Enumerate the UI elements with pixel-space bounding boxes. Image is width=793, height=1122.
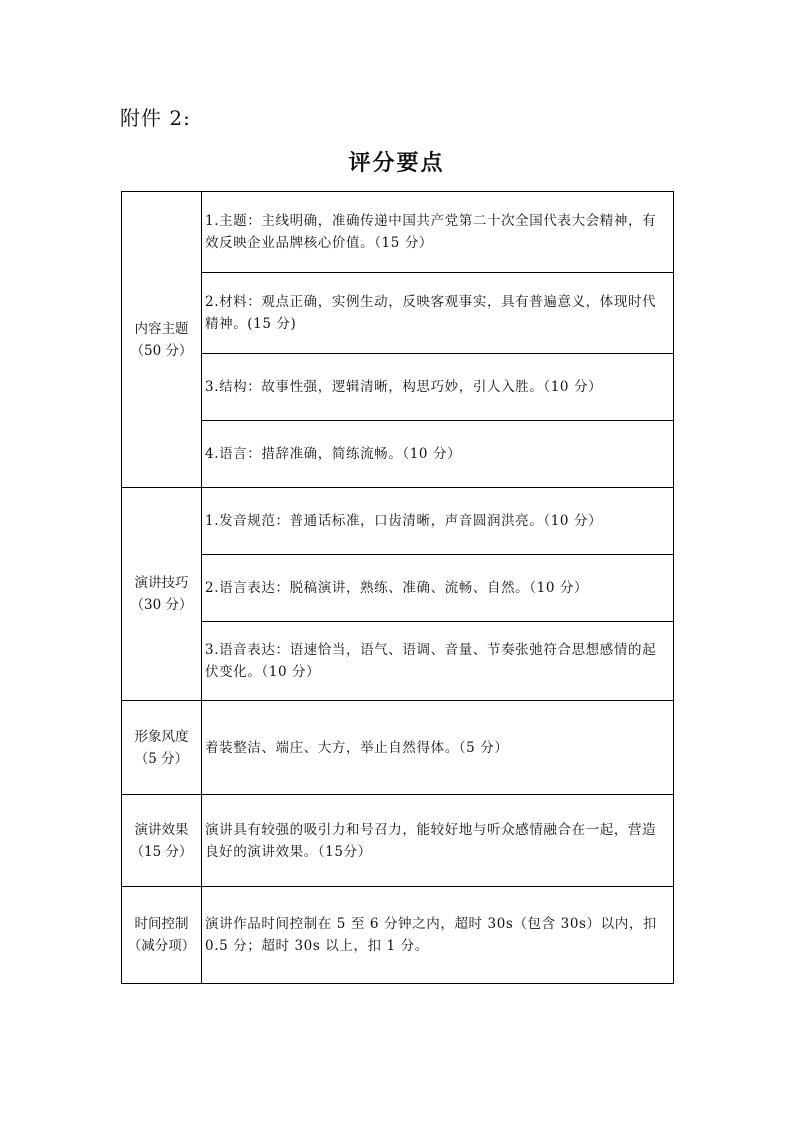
criterion-cell: 3.语音表达：语速恰当，语气、语调、音量、节奏张弛符合思想感情的起伏变化。（10 分）	[202, 622, 674, 701]
category-name: 内容主题	[134, 320, 189, 337]
table-row	[122, 421, 674, 488]
criterion-cell: 1.主题：主线明确，准确传递中国共产党第二十次全国代表大会精神，有效反映企业品牌核心价值。（15 分）	[202, 192, 674, 273]
category-score: （30 分）	[130, 597, 193, 613]
table-row	[122, 887, 674, 984]
category-name: 时间控制	[134, 916, 189, 932]
table-row	[122, 488, 674, 555]
category-cell	[122, 795, 202, 887]
category-score: （5 分）	[134, 750, 189, 767]
page-title: 评分要点	[348, 150, 445, 176]
category-name: 演讲效果	[134, 821, 189, 838]
table-row	[122, 622, 674, 701]
category-cell	[122, 887, 202, 984]
table-row	[122, 273, 674, 354]
table-row	[122, 192, 674, 273]
category-cell	[122, 488, 202, 701]
criterion-cell: 演讲具有较强的吸引力和号召力，能较好地与听众感情融合在一起，营造良好的演讲效果。（15分）	[202, 795, 674, 887]
criterion-cell: 1.发音规范：普通话标准，口齿清晰，声音圆润洪亮。（10 分）	[202, 488, 674, 555]
criterion-cell: 着装整洁、端庄、大方，举止自然得体。（5 分）	[202, 701, 674, 795]
criterion-cell: 2.材料：观点正确，实例生动，反映客观事实，具有普遍意义，体现时代精神。(15 分)	[202, 273, 674, 354]
category-score: （50 分）	[130, 342, 193, 359]
category-name: 演讲技巧	[134, 575, 189, 591]
criterion-cell: 3.结构：故事性强，逻辑清晰，构思巧妙，引人入胜。（10 分）	[202, 354, 674, 421]
criterion-cell: 2.语言表达：脱稿演讲，熟练、准确、流畅、自然。（10 分）	[202, 555, 674, 622]
table-row	[122, 795, 674, 887]
criterion-cell: 演讲作品时间控制在 5 至 6 分钟之内，超时 30s（包含 30s）以内，扣 0.5 分；超时 30s 以上，扣 1 分。	[202, 887, 674, 984]
category-score: （15 分）	[130, 843, 193, 860]
table-row	[122, 555, 674, 622]
scoring-table	[121, 191, 674, 984]
category-name: 形象风度	[134, 728, 189, 745]
table-row	[122, 354, 674, 421]
category-cell	[122, 701, 202, 795]
table-row	[122, 701, 674, 795]
attachment-label: 附件 2:	[120, 106, 191, 130]
category-cell	[122, 192, 202, 488]
criterion-cell: 4.语言：措辞准确，简练流畅。（10 分）	[202, 421, 674, 488]
category-score: （减分项）	[127, 938, 196, 954]
